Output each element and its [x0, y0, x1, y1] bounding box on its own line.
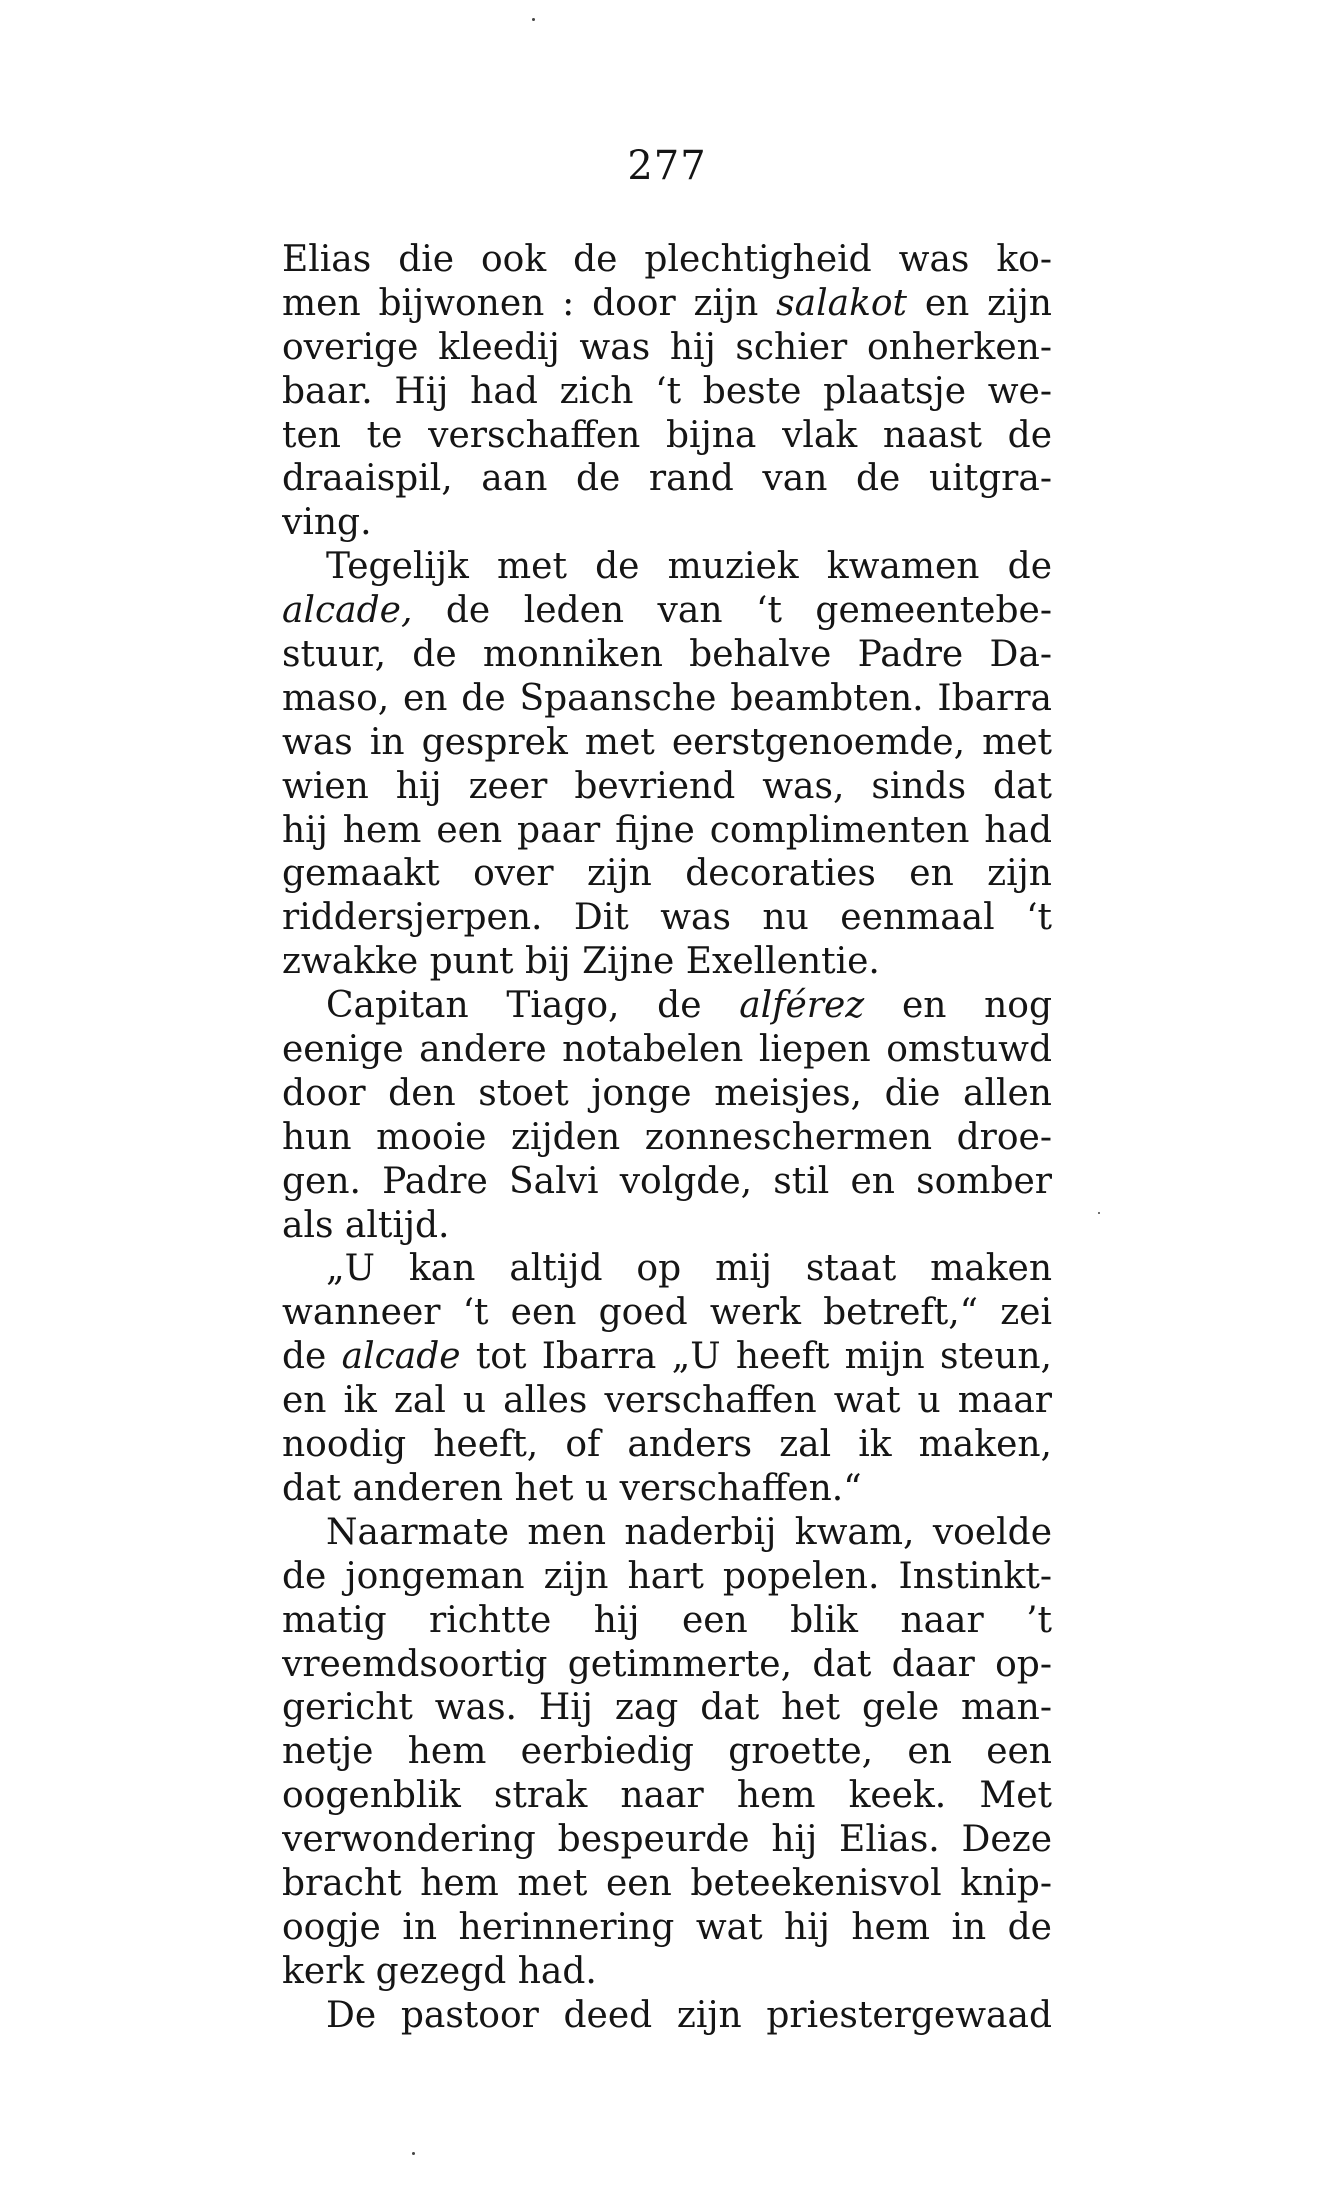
text-line: wien hij zeer bevriend was, sinds dat	[282, 765, 1052, 807]
text-line: Capitan Tiago, de alférez en nog	[326, 985, 1052, 1027]
text-line: dat anderen het u verschaffen.“	[282, 1467, 862, 1509]
paper-speck	[532, 18, 535, 21]
text-line: alcade, de leden van ‘t gemeentebe-	[282, 590, 1052, 632]
text-line: en ik zal u alles verschaffen wat u maar	[282, 1380, 1052, 1422]
text-line: noodig heeft, of anders zal ik maken,	[282, 1424, 1052, 1466]
text-line: zwakke punt bij Zijne Exellentie.	[282, 941, 880, 983]
page-number: 277	[627, 143, 707, 189]
text-line: hun mooie zijden zonneschermen droe-	[282, 1116, 1052, 1158]
text-line: Naarmate men naderbij kwam, voelde	[326, 1511, 1052, 1553]
paper-speck	[412, 2152, 415, 2155]
text-line: oogenblik strak naar hem keek. Met	[282, 1775, 1052, 1817]
italic-term: alférez	[739, 985, 865, 1027]
italic-term: alcade,	[282, 590, 413, 632]
text-line: verwondering bespeurde hij Elias. Deze	[282, 1819, 1052, 1861]
text-line: ten te verschaffen bijna vlak naast de	[282, 414, 1052, 456]
text-line: stuur, de monniken behalve Padre Da-	[282, 634, 1052, 676]
text-line: oogje in herinnering wat hij hem in de	[282, 1906, 1052, 1948]
text-line: was in gesprek met eerstgenoemde, met	[282, 721, 1052, 763]
text-line: vreemdsoortig getimmerte, dat daar op-	[282, 1643, 1052, 1685]
italic-term: alcade	[341, 1336, 461, 1378]
italic-term: salakot	[776, 282, 908, 324]
text-line: door den stoet jonge meisjes, die allen	[282, 1072, 1052, 1114]
text-line: baar. Hij had zich ‘t beste plaatsje we-	[282, 370, 1052, 412]
text-line: De pastoor deed zijn priestergewaad	[326, 1994, 1052, 2036]
text-line: de jongeman zijn hart popelen. Instinkt-	[282, 1555, 1052, 1597]
text-line: gemaakt over zijn decoraties en zijn	[282, 853, 1052, 895]
text-line: Tegelijk met de muziek kwamen de	[326, 546, 1052, 588]
text-line: als altijd.	[282, 1204, 450, 1246]
paper-speck	[1098, 1212, 1100, 1214]
text-line: ving.	[282, 502, 372, 544]
text-line: hij hem een paar fijne complimenten had	[282, 809, 1052, 851]
text-line: draaispil, aan de rand van de uitgra-	[282, 458, 1052, 500]
text-line: matig richtte hij een blik naar ’t	[282, 1599, 1052, 1641]
text-line: netje hem eerbiedig groette, en een	[282, 1731, 1052, 1773]
text-line: kerk gezegd had.	[282, 1950, 597, 1992]
text-line: gen. Padre Salvi volgde, stil en somber	[282, 1160, 1052, 1202]
text-line: bracht hem met een beteekenisvol knip-	[282, 1862, 1052, 1904]
text-line: eenige andere notabelen liepen omstuwd	[282, 1029, 1052, 1071]
text-line: Elias die ook de plechtigheid was ko-	[282, 239, 1052, 280]
text-line: maso, en de Spaansche beambten. Ibarra	[282, 677, 1052, 719]
body-text	[282, 238, 1052, 2038]
text-line: riddersjerpen. Dit was nu eenmaal ‘t	[282, 897, 1052, 939]
text-line: men bijwonen : door zijn salakot en zijn	[282, 282, 1052, 324]
text-line: overige kleedij was hij schier onherken-	[282, 326, 1052, 368]
text-line: de alcade tot Ibarra „U heeft mijn steun,	[282, 1336, 1052, 1378]
text-line: „U kan altijd op mij staat maken	[326, 1248, 1052, 1290]
text-line: wanneer ‘t een goed werk betreft,“ zei	[282, 1292, 1052, 1334]
text-line: gericht was. Hij zag dat het gele man-	[282, 1687, 1052, 1729]
